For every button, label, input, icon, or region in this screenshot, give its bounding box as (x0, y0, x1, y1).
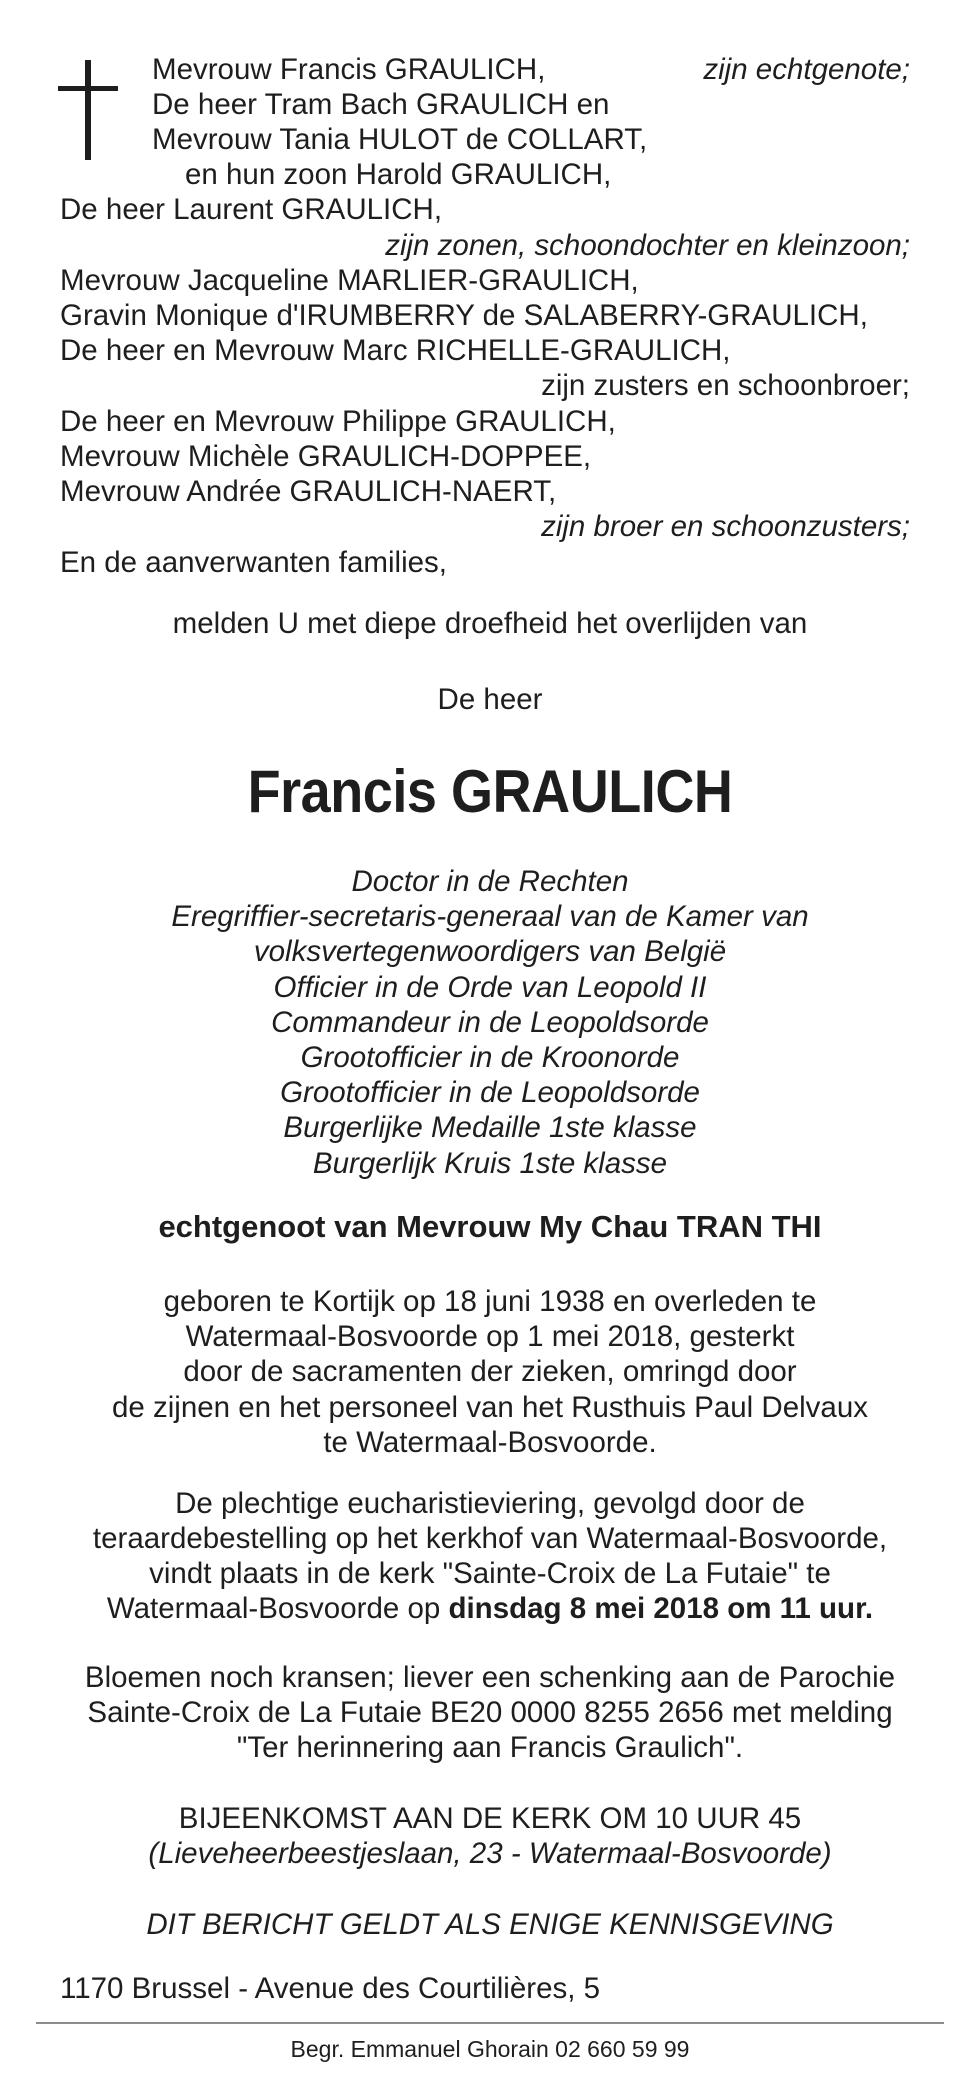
flowers-line: "Ter herinnering aan Francis Graulich". (236, 1731, 744, 1764)
family-line: Gravin Monique d'IRUMBERRY de SALABERRY-GRAULICH, (60, 299, 868, 332)
honorific: De heer (437, 683, 543, 716)
title-line: Commandeur in de Leopoldsorde (271, 1006, 709, 1039)
home-address: 1170 Brussel - Avenue des Courtilières, 5 (60, 1972, 601, 2005)
birth-death-line: door de sacramenten der zieken, omringd door (183, 1355, 797, 1388)
latin-cross-icon (58, 60, 118, 160)
title-line: Grootofficier in de Kroonorde (300, 1041, 680, 1074)
family-line: De heer Laurent GRAULICH, (60, 193, 443, 226)
relation-line: zijn broer en schoonzusters; (541, 510, 910, 543)
notice-line: DIT BERICHT GELDT ALS ENIGE KENNISGEVING (146, 1908, 834, 1941)
flowers-line: Bloemen noch kransen; liever een schenking aan de Parochie (84, 1661, 896, 1694)
family-line: Mevrouw Andrée GRAULICH-NAERT, (60, 475, 557, 508)
undertaker-footer: Begr. Emmanuel Ghorain 02 660 59 99 (290, 2036, 690, 2062)
title-line: volksvertegenwoordigers van België (253, 935, 727, 968)
ceremony-line: De plechtige eucharistieviering, gevolgd door de (175, 1487, 805, 1520)
birth-death-line: de zijnen en het personeel van het Rusthuis Paul Delvaux (111, 1391, 868, 1424)
flowers-line: Sainte-Croix de La Futaie BE20 0000 8255 2656 met melding (87, 1696, 893, 1729)
relation-line: zijn zusters en schoonbroer; (541, 369, 910, 402)
ceremony-line (0, 1591, 980, 1627)
gathering-address: (Lieveheerbeestjeslaan, 23 - Watermaal-Bosvoorde) (148, 1837, 832, 1870)
birth-death-line: Watermaal-Bosvoorde op 1 mei 2018, gesterkt (185, 1320, 795, 1353)
announcement: melden U met diepe droefheid het overlijden van (172, 607, 808, 640)
gathering-line: BIJEENKOMST AAN DE KERK OM 10 UUR 45 (178, 1802, 802, 1835)
family-line: Mevrouw Jacqueline MARLIER-GRAULICH, (60, 264, 639, 297)
family-line: De heer Tram Bach GRAULICH en (152, 88, 610, 121)
title-line: Eregriffier-secretaris-generaal van de Kamer van (171, 900, 809, 933)
relation-line: zijn zonen, schoondochter en kleinzoon; (385, 229, 910, 262)
ceremony-line: teraardebestelling op het kerkhof van Watermaal-Bosvoorde, (92, 1522, 888, 1555)
family-line: De heer en Mevrouw Marc RICHELLE-GRAULICH, (60, 334, 731, 367)
title-line: Burgerlijk Kruis 1ste klasse (312, 1147, 668, 1180)
ceremony-line: vindt plaats in de kerk "Sainte-Croix de La Futaie" te (149, 1557, 831, 1590)
ceremony-location: Watermaal-Bosvoorde op (106, 1592, 449, 1625)
family-line: en hun zoon Harold GRAULICH, (185, 158, 612, 191)
deceased-name: Francis GRAULICH (247, 758, 733, 825)
family-line: Mevrouw Michèle GRAULICH-DOPPEE, (60, 440, 592, 473)
title-line: Officier in de Orde van Leopold II (273, 971, 707, 1004)
divider (36, 2022, 944, 2024)
family-line: En de aanverwanten families, (60, 546, 448, 579)
birth-death-line: te Watermaal-Bosvoorde. (323, 1426, 657, 1459)
title-line: Grootofficier in de Leopoldsorde (280, 1076, 700, 1109)
relation-line: zijn echtgenote; (703, 53, 910, 86)
birth-death-line: geboren te Kortijk op 18 juni 1938 en overleden te (163, 1285, 817, 1318)
spouse-line: echtgenoot van Mevrouw My Chau TRAN THI (158, 1209, 822, 1244)
family-line: Mevrouw Tania HULOT de COLLART, (152, 123, 648, 156)
family-line: Mevrouw Francis GRAULICH, (152, 53, 546, 86)
title-line: Burgerlijke Medaille 1ste klasse (283, 1111, 697, 1144)
title-line: Doctor in de Rechten (351, 865, 629, 898)
family-line: De heer en Mevrouw Philippe GRAULICH, (60, 405, 616, 438)
ceremony-date-time: dinsdag 8 mei 2018 om 11 uur. (448, 1592, 874, 1625)
